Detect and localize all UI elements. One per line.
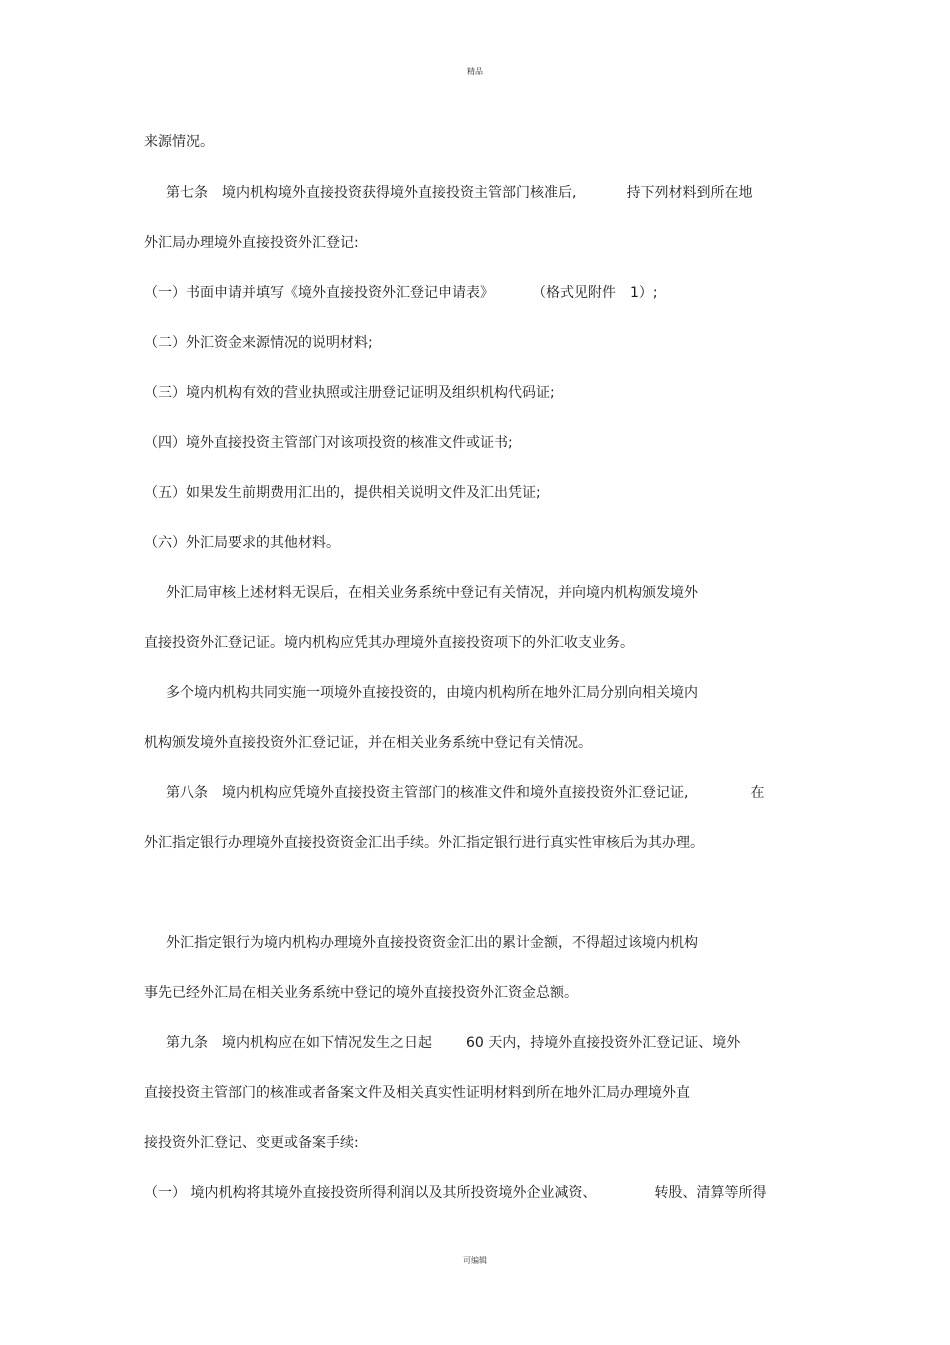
paragraph-line: 直接投资主管部门的核准或者备案文件及相关真实性证明材料到所在地外汇局办理境外直 (144, 1085, 690, 1101)
list-item: （六）外汇局要求的其他材料。 (144, 535, 340, 551)
list-item: （四）境外直接投资主管部门对该项投资的核准文件或证书; (144, 435, 513, 451)
paragraph-line: 多个境内机构共同实施一项境外直接投资的，由境内机构所在地外汇局分别向相关境内 (166, 685, 698, 701)
paragraph-line: 直接投资外汇登记证。境内机构应凭其办理境外直接投资项下的外汇收支业务。 (144, 635, 634, 651)
paragraph-line: 外汇局办理境外直接投资外汇登记: (144, 235, 359, 251)
list-item: （三）境内机构有效的营业执照或注册登记证明及组织机构代码证; (144, 385, 555, 401)
paragraph-line: 机构颁发境外直接投资外汇登记证，并在相关业务系统中登记有关情况。 (144, 735, 592, 751)
paragraph-line: 事先已经外汇局在相关业务系统中登记的境外直接投资外汇资金总额。 (144, 985, 578, 1001)
list-item-text-cont: （格式见附件 1）; (532, 285, 658, 301)
paragraph-line: 来源情况。 (144, 134, 214, 150)
article-8-line (166, 784, 764, 802)
list-item: （二）外汇资金来源情况的说明材料; (144, 335, 373, 351)
list-item: （五）如果发生前期费用汇出的，提供相关说明文件及汇出凭证; (144, 485, 541, 501)
page-footer: 可编辑 (463, 1256, 487, 1265)
article-8-text: 第八条 境内机构应凭境外直接投资主管部门的核准文件和境外直接投资外汇登记证, (166, 785, 689, 801)
paragraph-line: 接投资外汇登记、变更或备案手续: (144, 1135, 359, 1151)
article-9-text-cont: 60 天内，持境外直接投资外汇登记证、境外 (466, 1035, 741, 1051)
list-item (144, 284, 658, 302)
list-item (144, 1184, 766, 1202)
article-7-line (166, 184, 752, 202)
list-item-text-cont: 转股、清算等所得 (654, 1185, 767, 1201)
article-9-text: 第九条 境内机构应在如下情况发生之日起 (166, 1035, 432, 1051)
article-7-text: 第七条 境内机构境外直接投资获得境外直接投资主管部门核准后, (166, 185, 577, 201)
paragraph-line: 外汇指定银行办理境外直接投资资金汇出手续。外汇指定银行进行真实性审核后为其办理。 (144, 835, 704, 851)
paragraph-line: 外汇指定银行为境内机构办理境外直接投资资金汇出的累计金额，不得超过该境内机构 (166, 935, 698, 951)
list-item-text: （一）书面申请并填写《境外直接投资外汇登记申请表》 (144, 285, 494, 301)
article-8-text-cont: 在 (750, 785, 765, 801)
page-header: 精品 (467, 67, 483, 76)
list-item-text: （一） 境内机构将其境外直接投资所得利润以及其所投资境外企业减资、 (144, 1185, 597, 1201)
paragraph-line: 外汇局审核上述材料无误后，在相关业务系统中登记有关情况，并向境内机构颁发境外 (166, 585, 698, 601)
article-9-line (166, 1034, 740, 1052)
article-7-text-cont: 持下列材料到所在地 (626, 185, 753, 201)
